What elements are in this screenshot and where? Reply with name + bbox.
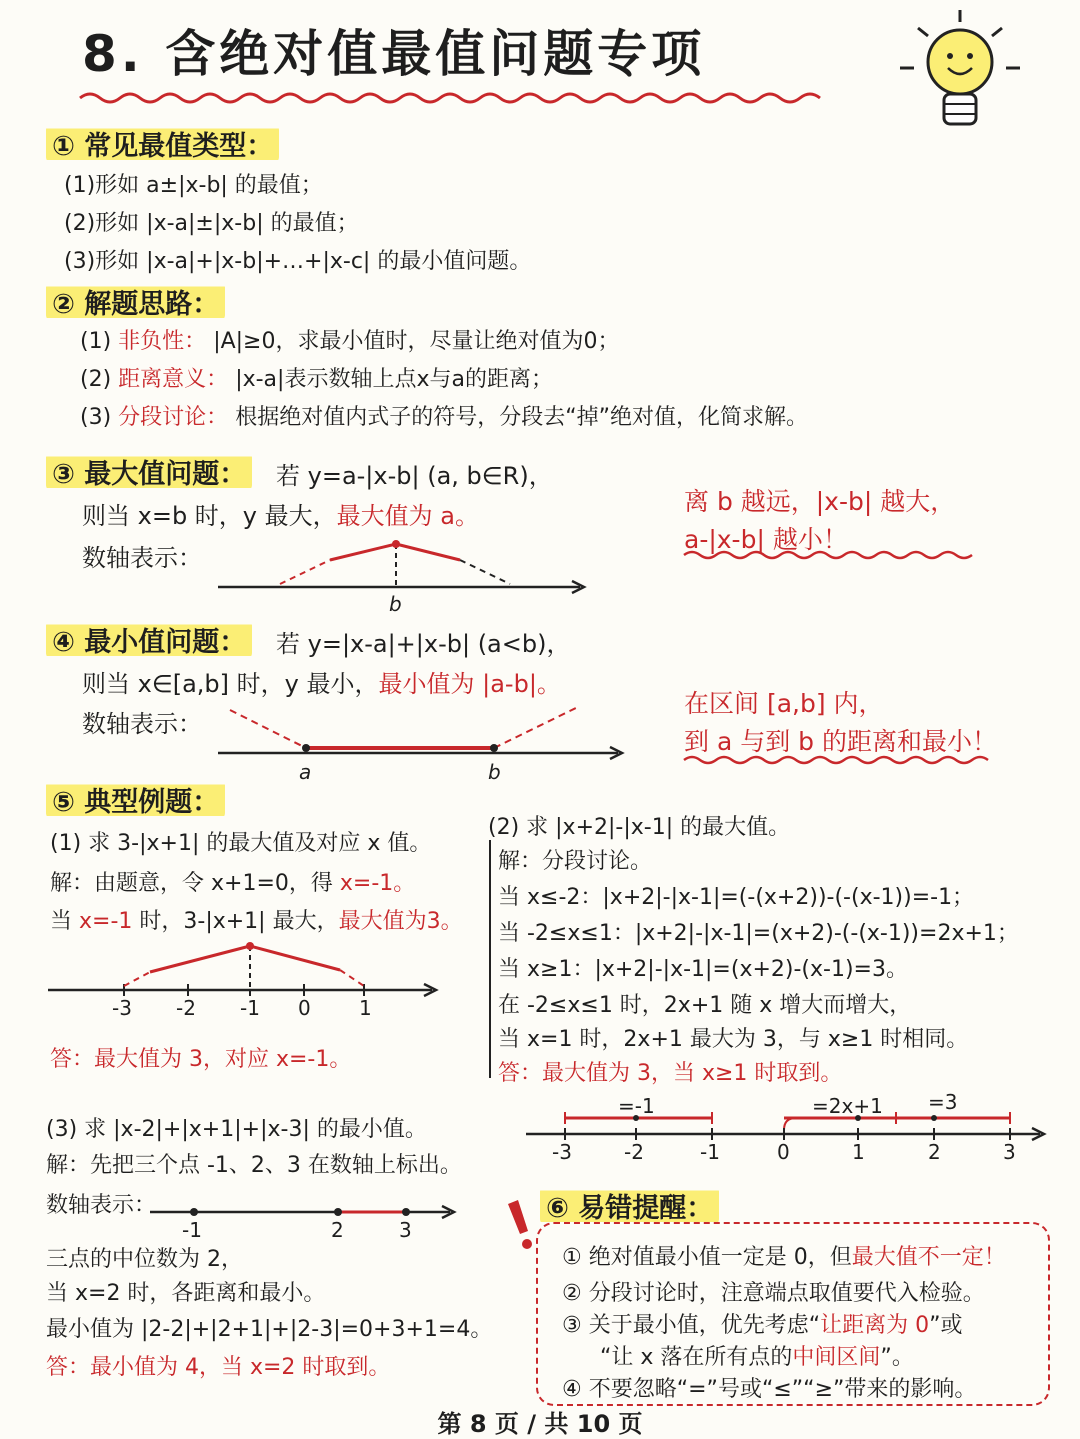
tip-1-b: 最大值不一定！ [851, 1245, 1006, 1270]
s2-item-2-num: (2) [80, 367, 112, 392]
ex1-line2-b: x=-1 [79, 909, 133, 934]
section1-heading: ① 常见最值类型： [46, 124, 279, 163]
s2-item-2 [80, 362, 553, 393]
ex1-solution [50, 866, 415, 897]
ex2-tick: 2 [928, 1140, 941, 1164]
s1-item-3: (3)形如 |x-a|+|x-b|+…+|x-c| 的最小值问题。 [64, 249, 532, 274]
ex1-tick: 0 [298, 996, 311, 1020]
s2-item-3-num: (3) [80, 405, 112, 430]
ex1-solution-a: 解：由题意，令 x+1=0，得 [50, 871, 340, 896]
s3-point-b: b [389, 592, 402, 616]
ex2-seg-label: =3 [928, 1090, 958, 1114]
ex3-tick: 3 [399, 1218, 412, 1242]
s3-line1: 若 y=a-|x-b| (a, b∈R)， [276, 462, 553, 490]
max-problem-axis [218, 540, 584, 593]
ex2-question: (2) 求 |x+2|-|x-1| 的最大值。 [488, 815, 791, 840]
tip-4: ④ 不要忽略“=”号或“≤”“≥”带来的影响。 [562, 1377, 977, 1402]
tip-3-c: ”或 [929, 1313, 963, 1338]
s2-item-3-text: 根据绝对值内式子的符号，分段去“掉”绝对值，化简求解。 [235, 405, 808, 430]
s2-item-3-key: 分段讨论： [118, 405, 229, 430]
s4-axis-label: 数轴表示： [82, 710, 202, 738]
s2-item-1-key: 非负性： [118, 329, 207, 354]
ex2-line: 当 x=1 时，2x+1 最大为 3，与 x≥1 时相同。 [498, 1027, 969, 1052]
ex1-tick: -1 [240, 996, 260, 1020]
ex2-tick: 0 [777, 1140, 790, 1164]
example1-axis [48, 942, 436, 996]
ex2-tick: -3 [552, 1140, 572, 1164]
s3-line2-a: 则当 x=b 时，y 最大， [82, 502, 337, 530]
s1-item-1: (1)形如 a±|x-b| 的最值； [64, 173, 323, 198]
tip-2: ② 分段讨论时，注意端点取值要代入检验。 [562, 1281, 985, 1306]
page-title: 8. 含绝对值最值问题专项 [82, 25, 706, 83]
exclamation-icon [508, 1200, 532, 1249]
tip-3 [562, 1308, 963, 1339]
section6-heading: ⑥ 易错提醒： [540, 1186, 719, 1225]
tip-3-cont-c: ”。 [880, 1345, 914, 1370]
s4-note-1: 在区间 [a,b] 内， [684, 689, 884, 718]
title-underline [80, 94, 820, 102]
ex2-tick: 1 [852, 1140, 865, 1164]
ex3-line: 最小值为 |2-2|+|2+1|+|2-3|=0+3+1=4。 [46, 1317, 493, 1342]
ex1-line2-c: 时，3-|x+1| 最大， [132, 909, 339, 934]
tip-1-a: ① 绝对值最小值一定是 0，但 [562, 1245, 852, 1270]
ex2-tick: 3 [1003, 1140, 1016, 1164]
ex2-line: 在 -2≤x≤1 时，2x+1 随 x 增大而增大， [498, 993, 912, 1018]
ex1-answer: 答：最大值为 3，对应 x=-1。 [50, 1047, 352, 1072]
page-footer: 第 8 页 / 共 10 页 [437, 1410, 643, 1438]
s4-point-a: a [299, 760, 312, 784]
ex2-seg-label: =-1 [618, 1094, 655, 1118]
ex1-line2-d: 最大值为3。 [338, 909, 463, 934]
s1-item-2: (2)形如 |x-a|±|x-b| 的最值； [64, 211, 359, 236]
s2-item-3 [80, 400, 808, 431]
s3-line2 [82, 496, 479, 531]
s4-line2 [82, 664, 561, 699]
ex3-tick: 2 [331, 1218, 344, 1242]
tip-3-cont-b: 中间区间 [792, 1345, 881, 1370]
ex1-tick: 1 [359, 996, 372, 1020]
ex3-solution: 解：先把三个点 -1、2、3 在数轴上标出。 [46, 1153, 462, 1178]
ex2-line: 解：分段讨论。 [498, 849, 653, 874]
tip-3-cont-a: “让 x 落在所有点的 [600, 1345, 793, 1370]
ex2-line: 当 x≤-2：|x+2|-|x-1|=(-(x+2))-(-(x-1))=-1； [498, 885, 975, 910]
ex2-tick: -1 [700, 1140, 720, 1164]
s2-item-1-num: (1) [80, 329, 112, 354]
s4-line1: 若 y=|x-a|+|x-b| (a<b)， [276, 630, 571, 658]
ex2-seg-label: =2x+1 [812, 1094, 883, 1118]
example2-axis [526, 1112, 1044, 1140]
ex2-answer: 答：最大值为 3，当 x≥1 时取到。 [498, 1061, 843, 1086]
ex3-line: 三点的中位数为 2， [46, 1247, 243, 1272]
s3-axis-label: 数轴表示： [82, 544, 202, 572]
section2-heading: ② 解题思路： [46, 282, 225, 321]
example3-axis [150, 1206, 454, 1218]
ex2-line: 当 x≥1：|x+2|-|x-1|=(x+2)-(x-1)=3。 [498, 957, 908, 982]
tip-1 [562, 1240, 1006, 1271]
s2-item-2-key: 距离意义： [118, 367, 229, 392]
ex3-line: 当 x=2 时，各距离和最小。 [46, 1281, 326, 1306]
ex1-question: (1) 求 3-|x+1| 的最大值及对应 x 值。 [50, 831, 432, 856]
s2-item-1 [80, 324, 620, 355]
ex3-answer: 答：最小值为 4，当 x=2 时取到。 [46, 1355, 391, 1380]
ex1-line2-a: 当 [50, 909, 79, 934]
ex3-tick: -1 [182, 1218, 202, 1242]
s3-note-2: a-|x-b| 越小！ [684, 525, 848, 554]
s2-item-1-text: |A|≥0，求最小值时，尽量让绝对值为0； [213, 329, 620, 354]
section3-heading: ③ 最大值问题： [46, 452, 252, 491]
tip-3-a: ③ 关于最小值，优先考虑“ [562, 1313, 821, 1338]
s2-item-2-text: |x-a|表示数轴上点x与a的距离； [235, 367, 553, 392]
ex1-tick: -3 [112, 996, 132, 1020]
section4-heading: ④ 最小值问题： [46, 620, 252, 659]
s4-line2-b: 最小值为 |a-b|。 [378, 670, 561, 698]
s4-point-b: b [488, 760, 501, 784]
s3-note-1: 离 b 越远，|x-b| 越大， [684, 487, 956, 516]
s4-line2-a: 则当 x∈[a,b] 时，y 最小， [82, 670, 379, 698]
s4-note-2: 到 a 与到 b 的距离和最小！ [684, 727, 997, 756]
ex2-line: 当 -2≤x≤1：|x+2|-|x-1|=(x+2)-(-(x-1))=2x+1； [498, 921, 1019, 946]
tip-3-b: 让距离为 0 [820, 1313, 930, 1338]
lightbulb-icon [900, 10, 1020, 124]
s3-line2-b: 最大值为 a。 [336, 502, 479, 530]
section5-heading: ⑤ 典型例题： [46, 780, 225, 819]
ex1-line2 [50, 904, 463, 935]
ex3-question: (3) 求 |x-2|+|x+1|+|x-3| 的最小值。 [46, 1117, 427, 1142]
ex1-tick: -2 [176, 996, 196, 1020]
ex2-tick: -2 [624, 1140, 644, 1164]
tip-3-cont [600, 1340, 914, 1371]
ex3-axis-label: 数轴表示： [46, 1193, 157, 1218]
ex1-solution-b: x=-1。 [339, 871, 416, 896]
min-problem-axis [218, 706, 622, 759]
